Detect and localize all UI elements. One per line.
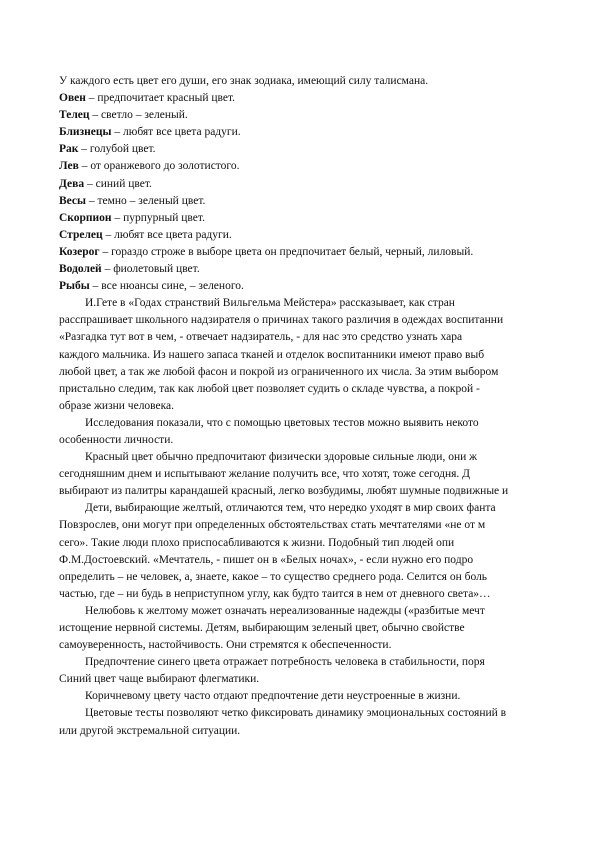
text-line: определить – не человек, а, знаете, какое – то существо среднего рода. Селится он боль (59, 570, 488, 583)
zodiac-item (59, 90, 595, 107)
paragraph-red (59, 449, 595, 500)
zodiac-item (59, 176, 595, 193)
zodiac-color: – любят все цвета радуги. (102, 228, 232, 241)
text-line: пристально следим, так как любой цвет позволяет судить о складе чувства, а покрой - (59, 382, 480, 395)
text-line: сего». Такие люди плохо приспосабливаются к жизни. Подобный тип людей опи (59, 536, 455, 549)
paragraph-brown (59, 688, 595, 705)
text-line: самоуверенность, настойчивость. Они стремятся к обеспеченности. (59, 639, 392, 652)
zodiac-item (59, 124, 595, 141)
zodiac-color: – фиолетовый цвет. (101, 263, 200, 276)
text-line: или другой экстремальной ситуации. (59, 724, 241, 737)
text-line: И.Гете в «Годах странствий Вильгельма Мейстера» рассказывает, как стран (85, 297, 455, 310)
zodiac-sign: Козерог (59, 245, 100, 258)
zodiac-item (59, 107, 595, 124)
text-line: сегодняшним днем и испытывают желание получить все, что хотят, тоже сегодня. Д (59, 468, 470, 481)
zodiac-sign: Рыбы (59, 280, 90, 293)
text-line: любой цвет, а так же любой фасон и покрой из ограниченного их числа. За этим выбором (59, 365, 499, 378)
text-line: Исследования показали, что с помощью цветовых тестов можно выявить некото (85, 416, 479, 429)
paragraph-blue (59, 654, 595, 688)
text-line: истощение нервной системы. Детям, выбирающим зеленый цвет, обычно свойстве (59, 622, 465, 634)
text-line: Цветовые тесты позволяют четко фиксировать динамику эмоциональных состояний в (85, 707, 507, 720)
text-line: частью, где – ни будь в неприступном углу, как будто таится в нем от дневного света»… (59, 587, 491, 600)
text-line: расспрашивает школьного надзирателя о причинах такого различия в одеждах воспитанни (59, 314, 504, 327)
text-line: Нелюбовь к желтому может означать нереализованные надежды («разбитые мечт (85, 604, 485, 617)
zodiac-item (59, 261, 595, 278)
zodiac-color: – гораздо строже в выборе цвета он предпочитает белый, черный, лиловый. (99, 245, 474, 258)
text-line: Повзрослев, они могут при определенных обстоятельствах стать мечтателями «не от м (59, 519, 486, 532)
zodiac-color: – светло – зеленый. (89, 109, 188, 122)
zodiac-item (59, 141, 595, 158)
zodiac-sign: Лев (59, 160, 79, 173)
zodiac-color: – от оранжевого до золотистого. (78, 160, 240, 173)
text-line: «Разгадка тут вот в чем, - отвечает надзиратель, - для нас это средство узнать хара (59, 331, 463, 344)
zodiac-color: – синий цвет. (84, 177, 152, 190)
zodiac-color: – пурпурный цвет. (111, 211, 205, 224)
text-line: каждого мальчика. Из нашего запаса тканей и отделок воспитанники имеют право выб (59, 348, 485, 361)
text-line: Синий цвет чаще выбирают флегматики. (59, 673, 260, 686)
zodiac-item (59, 227, 595, 244)
document-body (59, 73, 595, 740)
zodiac-item (59, 193, 595, 210)
zodiac-sign: Весы (59, 194, 86, 207)
paragraph-goethe (59, 295, 595, 415)
paragraph-dislike-yellow (59, 603, 595, 654)
zodiac-item (59, 278, 595, 295)
zodiac-color: – голубой цвет. (78, 143, 156, 156)
text-line: Дети, выбирающие желтый, отличаются тем, что нередко уходят в мир своих фанта (85, 502, 496, 515)
zodiac-sign: Телец (59, 109, 90, 122)
paragraph-tests (59, 705, 595, 739)
text-line: Красный цвет обычно предпочитают физически здоровые сильные люди, они ж (85, 451, 478, 464)
zodiac-list (59, 90, 595, 295)
zodiac-color: – темно – зеленый цвет. (86, 194, 206, 207)
zodiac-sign: Близнецы (59, 126, 112, 139)
text-line: Коричневому цвету часто отдают предпочтение дети неустроенные в жизни. (85, 690, 461, 703)
zodiac-color: – предпочитает красный цвет. (85, 92, 236, 105)
zodiac-color: – любят все цвета радуги. (111, 126, 241, 139)
text-line: образе жизни человека. (59, 399, 175, 412)
text-line: особенности личности. (59, 433, 174, 446)
zodiac-sign: Дева (59, 177, 85, 190)
intro-line: У каждого есть цвет его души, его знак зодиака, имеющий силу талисмана. (59, 75, 429, 87)
paragraph-research (59, 415, 595, 449)
zodiac-sign: Овен (59, 92, 86, 105)
zodiac-color: – все нюансы сине, – зеленого. (89, 280, 244, 293)
zodiac-sign: Рак (59, 143, 79, 156)
zodiac-sign: Скорпион (59, 211, 112, 224)
text-line: Предпочтение синего цвета отражает потребность человека в стабильности, поря (85, 656, 485, 669)
zodiac-item (59, 158, 595, 175)
zodiac-sign: Водолей (59, 263, 102, 276)
zodiac-item (59, 210, 595, 227)
paragraph-yellow (59, 500, 595, 603)
zodiac-item (59, 244, 595, 261)
text-line: выбирают из палитры карандашей красный, легко возбудимы, любят шумные подвижные и (59, 485, 509, 498)
text-line: Ф.М.Достоевский. «Мечтатель, - пишет он в «Белых ночах», - если нужно его подро (59, 553, 474, 566)
zodiac-sign: Стрелец (59, 228, 103, 241)
